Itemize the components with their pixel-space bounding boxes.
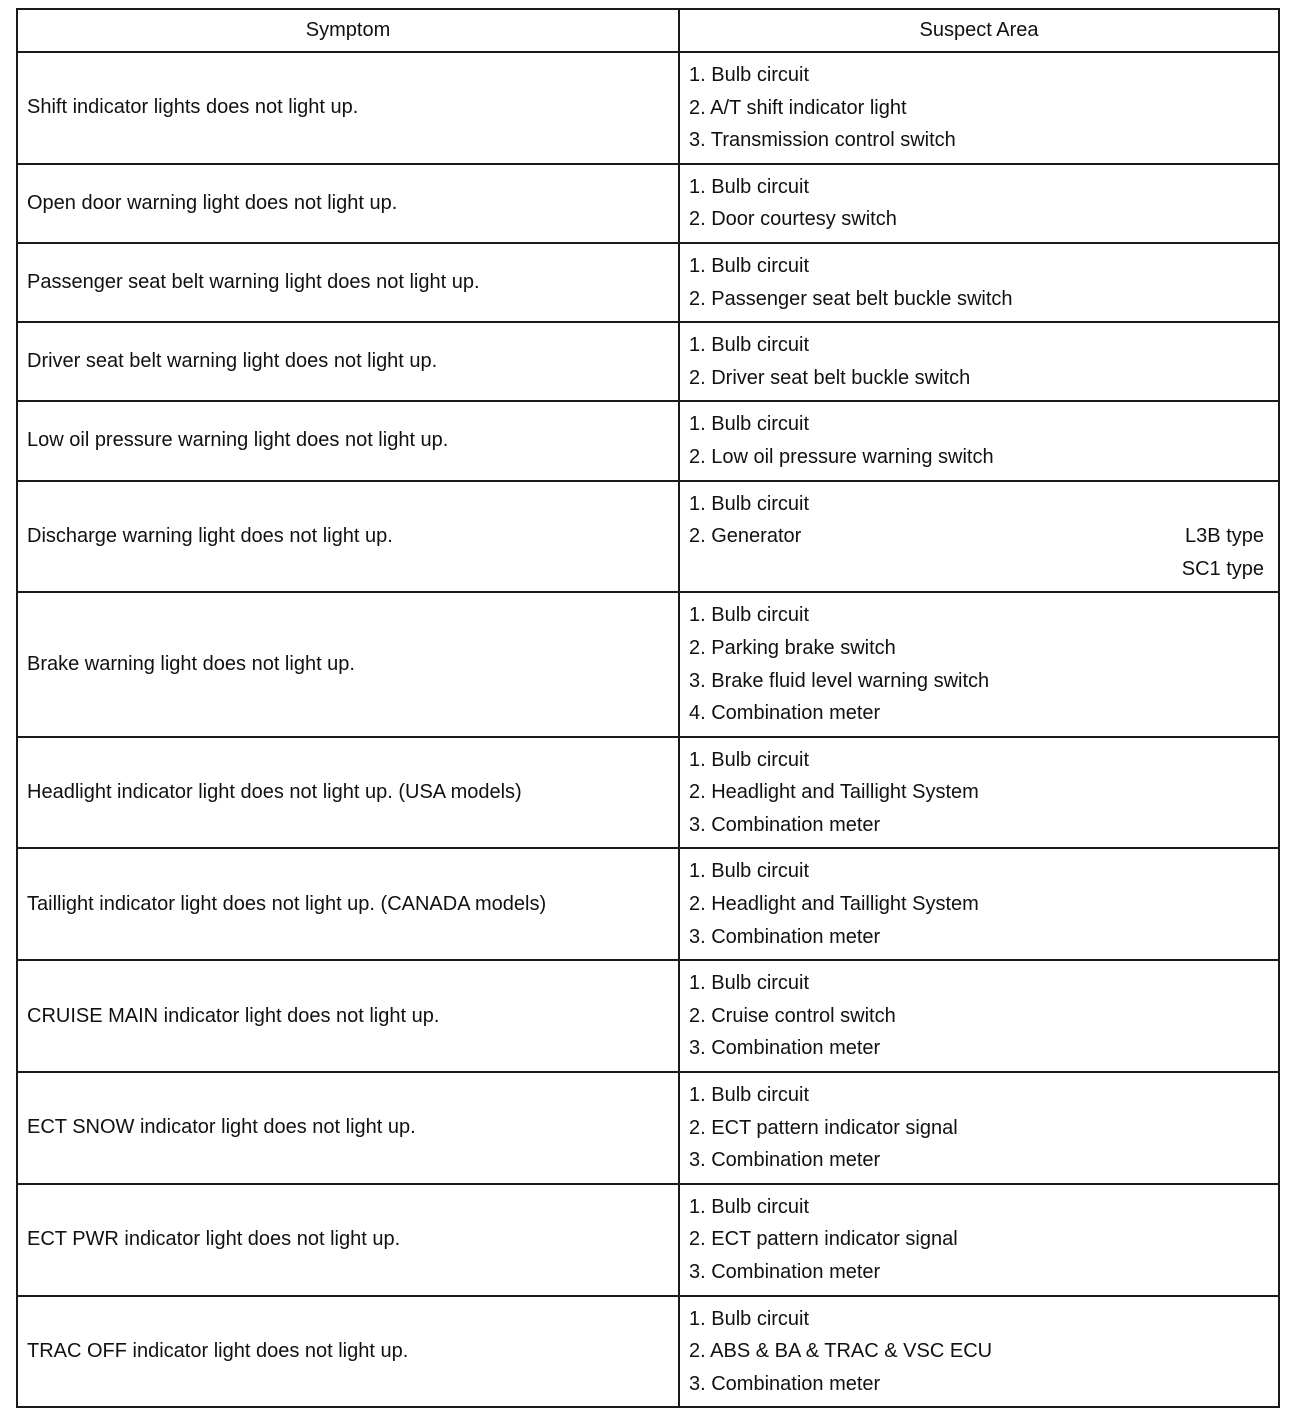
symptom-cell: Taillight indicator light does not light up. (CANADA models) [17,848,679,960]
symptom-cell: Low oil pressure warning light does not light up. [17,401,679,480]
suspect-area-item [689,362,1264,395]
suspect-area-item-note: L3B type [1185,525,1264,548]
symptom-cell: Headlight indicator light does not light up. (USA models) [17,737,679,849]
suspect-area-item-text: 2. Headlight and Taillight System [689,781,979,804]
symptom-cell: ECT SNOW indicator light does not light up. [17,1072,679,1184]
symptom-cell: TRAC OFF indicator light does not light up. [17,1296,679,1408]
suspect-area-item-text: 2. Parking brake switch [689,636,896,659]
table-row [17,1072,1279,1184]
suspect-area-item [689,124,1264,157]
table-row [17,243,1279,322]
suspect-area-item [689,1000,1264,1033]
suspect-area-item [689,59,1264,92]
suspect-area-cell [679,481,1279,593]
suspect-area-item-text: 3. Combination meter [689,1261,881,1283]
suspect-area-item [689,203,1264,236]
suspect-area-item-text: 2. ECT pattern indicator signal [689,1116,958,1139]
suspect-area-item [689,1335,1264,1368]
symptom-cell: Brake warning light does not light up. [17,592,679,736]
suspect-area-item-text: 1. Bulb circuit [689,1195,810,1218]
suspect-area-item-text: 3. Brake fluid level warning switch [689,669,990,692]
suspect-area-item-text: 1. Bulb circuit [689,175,810,198]
troubleshooting-table-wrapper [16,8,1278,1408]
table-row [17,960,1279,1072]
table-row [17,164,1279,243]
suspect-area-cell [679,1184,1279,1296]
suspect-area-item-text: 1. Bulb circuit [689,604,810,627]
suspect-area-cell [679,401,1279,480]
suspect-area-item-text: 2. Driver seat belt buckle switch [689,366,971,389]
suspect-area-item-text: 1. Bulb circuit [689,860,810,883]
symptom-column-header: Symptom [17,9,679,52]
table-row [17,322,1279,401]
suspect-area-item [689,888,1264,921]
suspect-area-item-text: 1. Bulb circuit [689,972,810,995]
suspect-area-item-text: 1. Bulb circuit [689,748,810,771]
suspect-area-item [689,1112,1264,1145]
suspect-area-item [689,1256,1264,1289]
suspect-area-item-text: 2. A/T shift indicator light [689,96,907,119]
table-body [17,52,1279,1407]
suspect-area-item [689,665,1264,698]
suspect-area-item [689,408,1264,441]
suspect-area-item-text: 2. Passenger seat belt buckle switch [689,287,1013,310]
suspect-area-item [689,1223,1264,1256]
suspect-area-item [689,1368,1264,1401]
suspect-area-item [689,632,1264,665]
symptom-cell: Passenger seat belt warning light does not light up. [17,243,679,322]
suspect-area-cell [679,52,1279,164]
suspect-area-item-text: 1. Bulb circuit [689,254,810,277]
suspect-area-cell [679,243,1279,322]
suspect-area-item-text: 3. Combination meter [689,925,881,948]
suspect-area-item [689,1144,1264,1177]
suspect-area-item [689,776,1264,809]
suspect-area-item-note: SC1 type [1181,557,1264,580]
suspect-area-item [689,441,1264,474]
table-row [17,592,1279,736]
suspect-area-item-text: 1. Bulb circuit [689,492,810,515]
table-row [17,1296,1279,1408]
suspect-area-item-text: 2. Headlight and Taillight System [689,893,979,916]
suspect-area-item-text: 2. Door courtesy switch [689,208,897,231]
suspect-area-item [689,488,1264,521]
suspect-area-item-text: 1. Bulb circuit [689,413,810,436]
suspect-area-cell [679,1072,1279,1184]
suspect-area-item [689,283,1264,316]
symptom-cell: CRUISE MAIN indicator light does not light up. [17,960,679,1072]
troubleshooting-table [16,8,1280,1408]
suspect-area-item [689,809,1264,842]
suspect-area-item [689,1191,1264,1224]
suspect-area-cell [679,592,1279,736]
suspect-area-item [689,921,1264,954]
suspect-area-item-text: 2. Low oil pressure warning switch [689,445,994,468]
suspect-area-item-text: 2. ECT pattern indicator signal [689,1228,958,1251]
table-header-row [17,9,1279,52]
suspect-area-cell [679,322,1279,401]
suspect-area-item [689,967,1264,1000]
suspect-area-column-header: Suspect Area [679,9,1279,52]
suspect-area-item [689,329,1264,362]
table-row [17,737,1279,849]
suspect-area-item [689,1032,1264,1065]
suspect-area-item [689,1079,1264,1112]
suspect-area-item [689,744,1264,777]
table-row [17,481,1279,593]
suspect-area-item [689,520,1264,553]
suspect-area-item-text: 1. Bulb circuit [689,1084,810,1107]
symptom-cell: Driver seat belt warning light does not light up. [17,322,679,401]
suspect-area-item-text: 2. Cruise control switch [689,1004,896,1027]
suspect-area-item [689,92,1264,125]
suspect-area-item-text: 1. Bulb circuit [689,334,810,357]
suspect-area-item-text: 1. Bulb circuit [689,64,810,86]
suspect-area-item-text: 3. Transmission control switch [689,129,956,152]
table-row [17,848,1279,960]
suspect-area-item-text: 3. Combination meter [689,1149,881,1172]
suspect-area-item-text: 3. Combination meter [689,813,881,836]
suspect-area-cell [679,960,1279,1072]
table-row [17,52,1279,164]
suspect-area-item-text: 4. Combination meter [689,702,881,725]
suspect-area-item [689,697,1264,730]
table-row [17,401,1279,480]
suspect-area-cell [679,848,1279,960]
symptom-cell: Shift indicator lights does not light up. [17,52,679,164]
table-row [17,1184,1279,1296]
symptom-cell: ECT PWR indicator light does not light up. [17,1184,679,1296]
suspect-area-cell [679,1296,1279,1408]
suspect-area-item [689,553,1264,586]
suspect-area-item-text: 1. Bulb circuit [689,1307,810,1330]
suspect-area-item [689,171,1264,204]
suspect-area-item [689,250,1264,283]
suspect-area-item [689,1303,1264,1336]
suspect-area-item-text: 2. ABS & BA & TRAC & VSC ECU [689,1340,993,1363]
symptom-cell: Open door warning light does not light up. [17,164,679,243]
suspect-area-item-text: 3. Combination meter [689,1037,881,1060]
suspect-area-cell [679,737,1279,849]
suspect-area-item-text: 3. Combination meter [689,1372,881,1395]
suspect-area-item-text: 2. Generator [689,525,802,548]
suspect-area-item [689,599,1264,632]
suspect-area-item [689,855,1264,888]
symptom-cell: Discharge warning light does not light up. [17,481,679,593]
suspect-area-cell [679,164,1279,243]
